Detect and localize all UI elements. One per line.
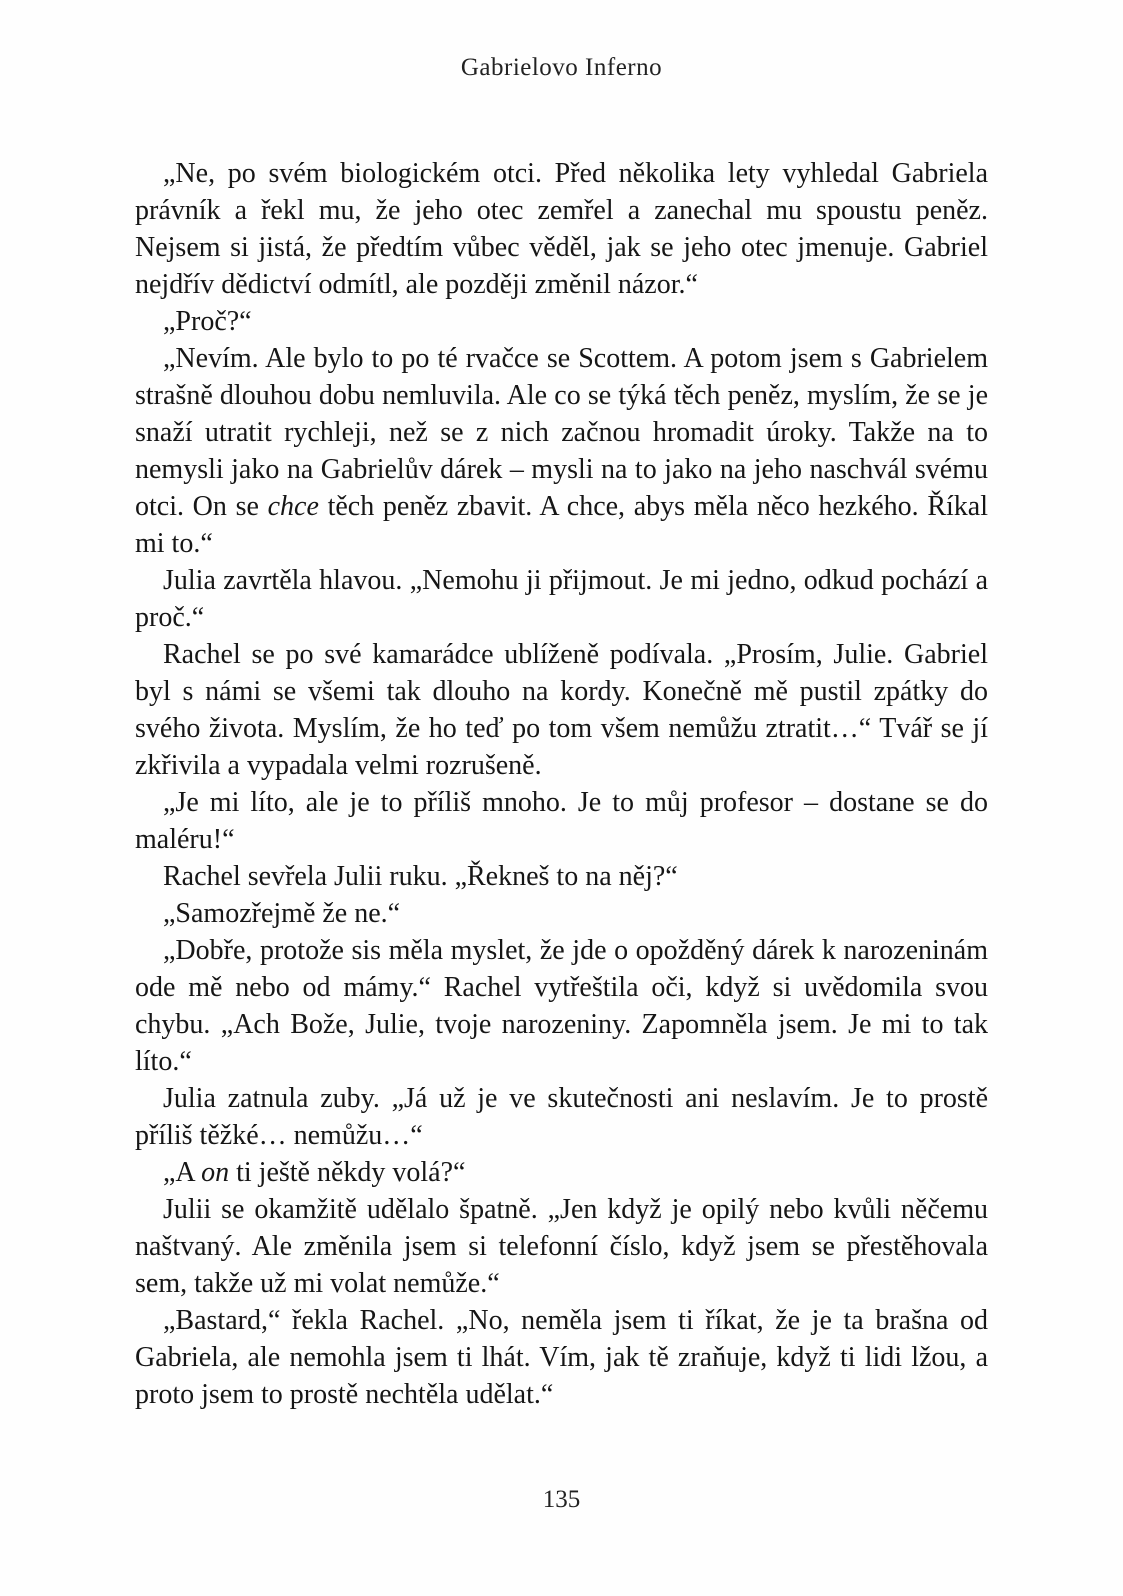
text-run: ti ještě někdy volá?“	[229, 1157, 466, 1188]
body-text	[135, 155, 988, 1413]
paragraph	[135, 303, 988, 340]
paragraph	[135, 155, 988, 303]
text-run: „Ne, po svém biologickém otci. Před několika lety vyhledal Gabriela právník a řekl mu, že jeho otec zemřel a zanechal mu spoustu peněz. Nejsem si jistá, že předtím vůbec věděl, jak se jeho otec jmenuje. Gabriel nejdřív dědictví odmítl, ale později změnil názor.“	[135, 158, 988, 300]
text-run: Julii se okamžitě udělalo špatně. „Jen když je opilý nebo kvůli něčemu naštvaný. Ale změnila jsem si telefonní číslo, když jsem se přestěhovala sem, takže už mi volat nemůže.“	[135, 1194, 988, 1299]
paragraph	[135, 1080, 988, 1154]
italic-run: chce	[267, 491, 319, 522]
text-run: „A	[163, 1157, 202, 1188]
paragraph	[135, 895, 988, 932]
paragraph	[135, 562, 988, 636]
paragraph	[135, 1302, 988, 1413]
italic-run: on	[201, 1157, 230, 1188]
text-run: „Dobře, protože sis měla myslet, že jde o opožděný dárek k narozeninám ode mě nebo od mámy.“ Rachel vytřeštila oči, když si uvědomila svou chybu. „Ach Bože, Julie, tvoje narozeniny. Zapomněla jsem. Je mi to tak líto.“	[135, 935, 988, 1077]
text-run: „Samozřejmě že ne.“	[163, 898, 401, 929]
text-run: Julia zavrtěla hlavou. „Nemohu ji přijmout. Je mi jedno, odkud pochází a proč.“	[135, 565, 988, 633]
text-run: Rachel sevřela Julii ruku. „Řekneš to na něj?“	[163, 861, 678, 892]
text-run: Julia zatnula zuby. „Já už je ve skutečnosti ani neslavím. Je to prostě příliš těžké… nemůžu…“	[135, 1083, 988, 1151]
text-run: „Nevím. Ale bylo to po té rvačce se Scottem. A potom jsem s Gabrielem strašně dlouhou dobu nemluvila. Ale co se týká těch peněz, myslím, že se je snaží utratit rychleji, než se z nich začnou hromadit úroky. Takže na to nemysli jako na Gabrielův dárek – mysli na to jako na jeho naschvál svému otci. On se	[135, 343, 988, 522]
text-run: „Je mi líto, ale je to příliš mnoho. Je to můj profesor – dostane se do maléru!“	[135, 787, 988, 855]
paragraph	[135, 340, 988, 562]
text-run: Rachel se po své kamarádce ublíženě podívala. „Prosím, Julie. Gabriel byl s námi se všemi tak dlouho na kordy. Konečně mě pustil zpátky do svého života. Myslím, že ho teď po tom všem nemůžu ztratit…“ Tvář se jí zkřivila a vypadala velmi rozrušeně.	[135, 639, 988, 781]
paragraph	[135, 784, 988, 858]
paragraph	[135, 1191, 988, 1302]
text-run: „Proč?“	[163, 306, 252, 337]
running-header: Gabrielovo Inferno	[460, 54, 663, 81]
page-number: 135	[542, 1486, 581, 1513]
paragraph	[135, 1154, 988, 1191]
text-run: těch peněz zbavit. A chce, abys měla něco hezkého. Říkal mi to.“	[135, 491, 989, 559]
paragraph	[135, 636, 988, 784]
paragraph	[135, 932, 988, 1080]
paragraph	[135, 858, 988, 895]
text-run: „Bastard,“ řekla Rachel. „No, neměla jsem ti říkat, že je ta brašna od Gabriela, ale nemohla jsem ti lhát. Vím, jak tě zraňuje, když ti lidi lžou, a proto jsem to prostě nechtěla udělat.“	[135, 1305, 988, 1410]
